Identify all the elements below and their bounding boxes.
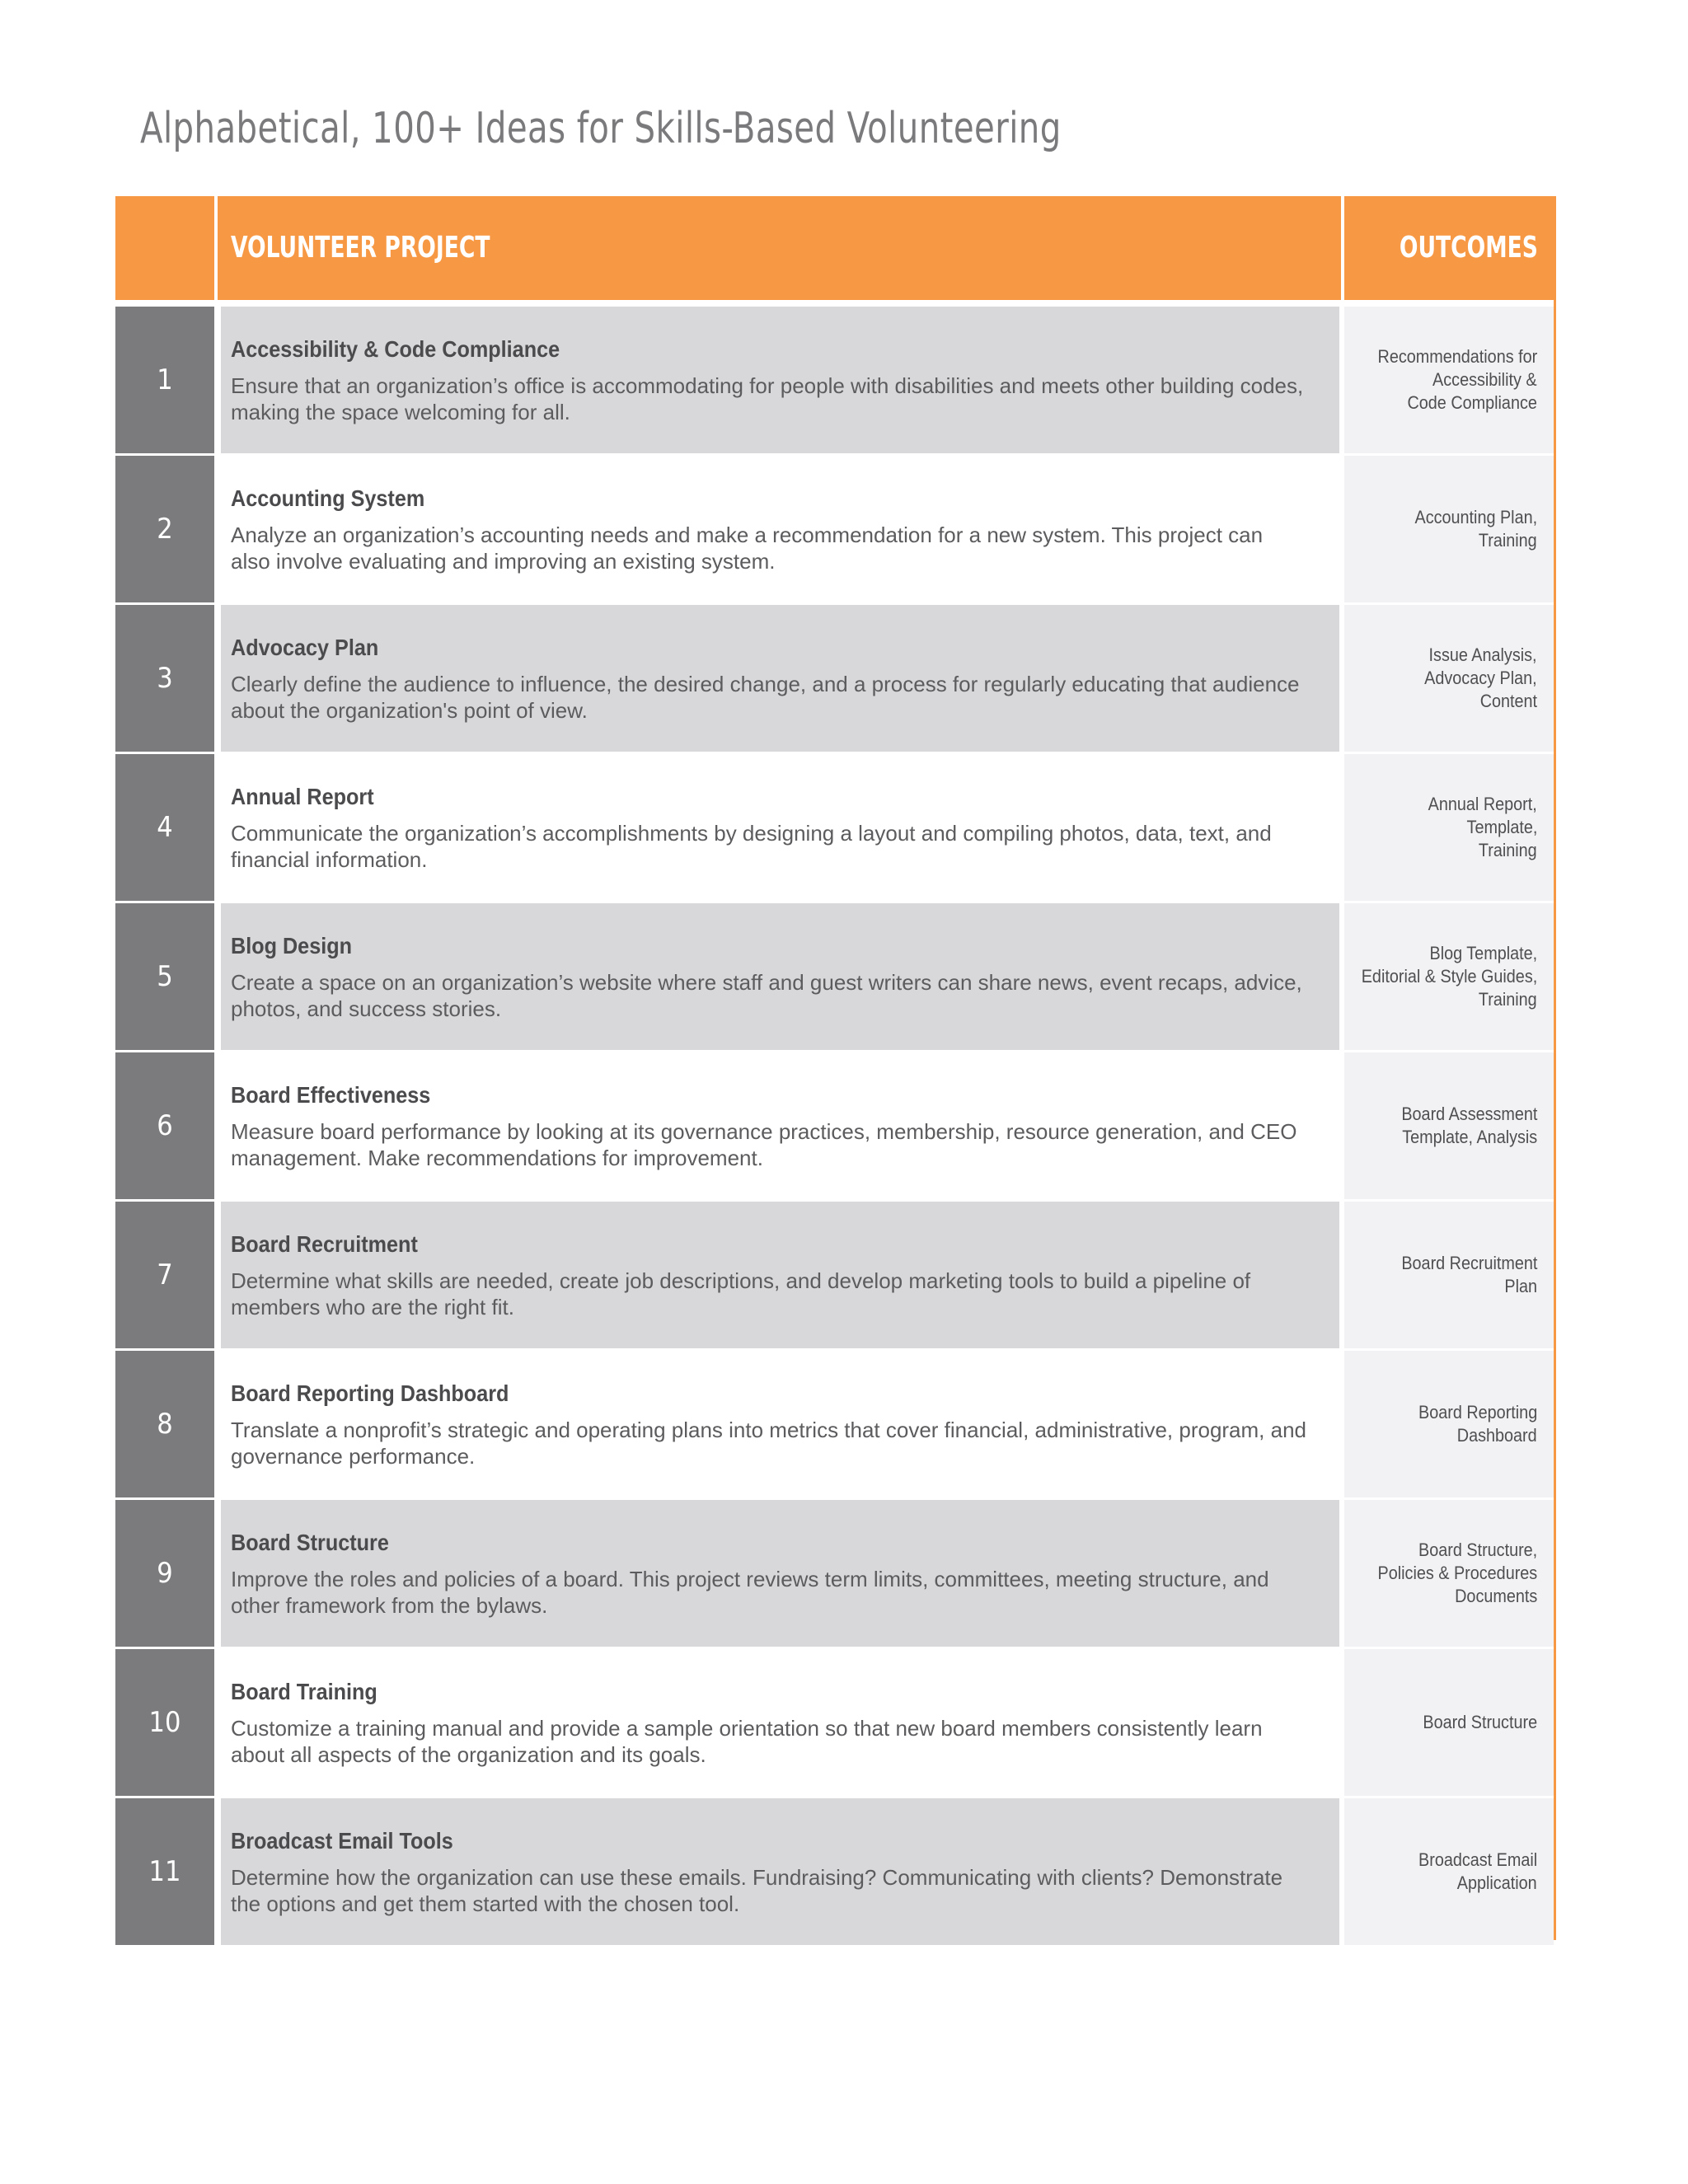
project-cell [221,605,1339,752]
table-body [115,307,1556,1947]
table-row [115,903,1556,1052]
outcomes-cell [1344,1202,1554,1348]
outcome-line: Documents [1454,1586,1537,1606]
outcomes-cell [1344,1052,1554,1199]
outcomes-cell [1344,903,1554,1050]
outcome-line: Board Assessment [1400,1104,1537,1124]
outcomes-cell [1344,1500,1554,1647]
project-description: Ensure that an organization’s office is accommodating for people with disabilities and meets other building codes, making the space welcoming for all. [231,373,1304,424]
project-cell [221,1351,1339,1497]
outcome-line: Annual Report, [1428,794,1537,814]
table-row [115,1500,1556,1649]
outcome-line: Plan [1504,1276,1537,1296]
row-number: 2 [115,456,214,602]
project-cell [221,754,1339,901]
table-row [115,1649,1556,1798]
project-description: Translate a nonprofit’s strategic and operating plans into metrics that cover financial, administrative, program, and governance performance. [231,1418,1307,1469]
outcomes-cell [1344,307,1554,453]
project-title: Board Structure [231,1530,389,1555]
table-row [115,307,1556,456]
outcome-line: Application [1457,1872,1537,1893]
outcomes-cell [1344,754,1554,901]
project-description: Improve the roles and policies of a board. This project reviews term limits, committees, meeting structure, and other framework from the bylaws. [231,1567,1269,1618]
row-number: 5 [115,903,214,1050]
header-number-cell [115,196,214,300]
table-right-border [1554,196,1556,1940]
project-title: Annual Report [231,784,374,809]
project-title: Blog Design [231,933,353,958]
project-description: Communicate the organization’s accomplishments by designing a layout and compiling photos, data, text, and financial information. [231,821,1272,872]
project-title: Board Recruitment [231,1231,418,1257]
outcome-line: Board Structure, [1418,1540,1537,1560]
project-description: Create a space on an organization’s website where staff and guest writers can share news, event recaps, advice, photos, and success stories. [231,970,1302,1021]
outcome-line: Editorial & Style Guides, [1361,966,1537,987]
outcomes-cell [1344,456,1554,602]
project-description: Customize a training manual and provide a sample orientation so that new board members consistently learn about all aspects of the organization and its goals. [231,1716,1263,1767]
outcome-line: Issue Analysis, [1429,644,1537,665]
row-number: 6 [115,1052,214,1199]
row-number: 1 [115,307,214,453]
project-description: Measure board performance by looking at its governance practices, membership, resource generation, and CEO management. Make recommendations for improvement. [231,1119,1297,1170]
project-description: Clearly define the audience to influence, the desired change, and a process for regularly educating that audience about the organization's point of view. [231,672,1300,723]
project-title: Accessibility & Code Compliance [231,336,560,362]
outcome-line: Training [1479,989,1537,1010]
outcome-line: Board Structure [1423,1712,1537,1732]
project-description: Analyze an organization’s accounting needs and make a recommendation for a new system. This project can also involve evaluating and improving an existing system. [231,523,1264,574]
project-title: Advocacy Plan [231,635,379,660]
table-row [115,1052,1556,1202]
project-title: Accounting System [231,485,425,511]
outcome-line: Advocacy Plan, [1424,668,1537,688]
project-description: Determine how the organization can use these emails. Fundraising? Communicating with clients? Demonstrate the options and get them started with the chosen tool. [231,1865,1283,1916]
row-number: 10 [115,1649,214,1796]
table-row [115,456,1556,605]
table-row [115,754,1556,903]
project-cell [221,903,1339,1050]
outcomes-cell [1344,1798,1554,1945]
project-title: Board Reporting Dashboard [231,1380,509,1406]
outcome-line: Content [1479,691,1537,711]
outcomes-cell [1344,1649,1554,1796]
project-title: Board Effectiveness [231,1082,431,1108]
outcome-line: Training [1479,840,1537,860]
outcome-line: Code Compliance [1407,392,1537,413]
outcome-line: Broadcast Email [1418,1849,1537,1870]
outcome-line: Dashboard [1457,1425,1537,1446]
project-cell [221,1052,1339,1199]
project-cell [221,1202,1339,1348]
outcome-line: Board Recruitment [1400,1253,1537,1273]
outcome-line: Board Reporting [1418,1402,1537,1422]
outcome-line: Template, [1466,817,1537,837]
project-cell [221,1500,1339,1647]
table-row [115,1798,1556,1947]
project-title: Board Training [231,1679,377,1704]
header-volunteer-project: VOLUNTEER PROJECT [231,231,490,265]
project-title: Broadcast Email Tools [231,1828,453,1854]
outcomes-cell [1344,605,1554,752]
row-number: 8 [115,1351,214,1497]
table-row [115,1351,1556,1500]
page-title: Alphabetical, 100+ Ideas for Skills-Based Volunteering [140,104,1062,153]
row-number: 9 [115,1500,214,1647]
row-number: 4 [115,754,214,901]
project-cell [221,307,1339,453]
header-outcomes: OUTCOMES [1399,231,1538,265]
project-cell [221,456,1339,602]
outcomes-cell [1344,1351,1554,1497]
outcome-line: Accessibility & [1432,369,1537,390]
volunteer-projects-table [115,196,1556,1947]
outcome-line: Template, Analysis [1402,1127,1537,1147]
row-number: 11 [115,1798,214,1945]
outcome-line: Blog Template, [1429,943,1537,963]
outcome-line: Policies & Procedures [1377,1563,1537,1583]
table-header [115,196,1556,300]
row-number: 3 [115,605,214,752]
outcome-line: Accounting Plan, [1414,507,1537,527]
row-number: 7 [115,1202,214,1348]
header-divider [214,196,218,300]
header-divider [1341,196,1344,300]
header-gap [115,300,1556,307]
project-description: Determine what skills are needed, create job descriptions, and develop marketing tools to build a pipeline of members who are the right fit. [231,1268,1251,1319]
project-cell [221,1649,1339,1796]
table-row [115,1202,1556,1351]
outcome-line: Training [1479,530,1537,551]
outcome-line: Recommendations for [1377,346,1537,367]
project-cell [221,1798,1339,1945]
table-row [115,605,1556,754]
